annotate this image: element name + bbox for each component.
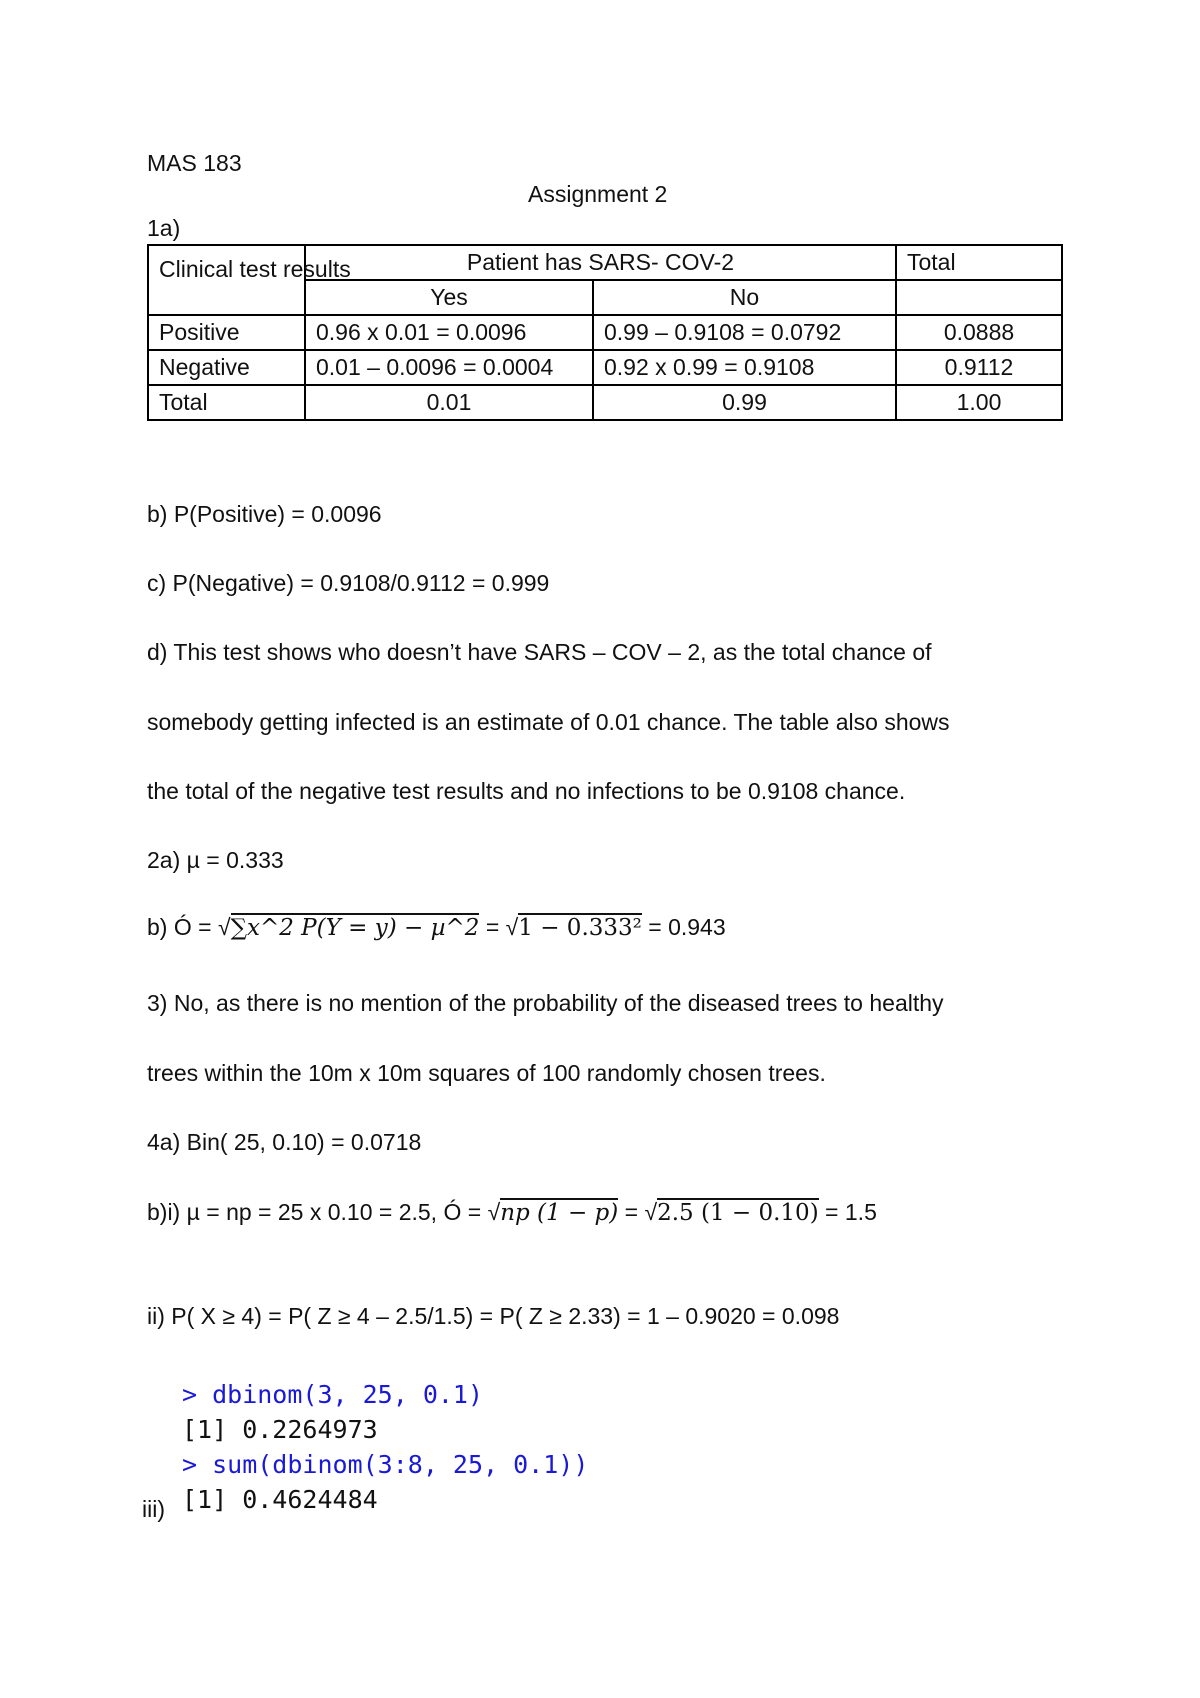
cell-total: 0.9112: [896, 350, 1062, 385]
row-label: Total: [148, 385, 305, 420]
radicand-np-formula: np (1 − p): [500, 1200, 619, 1226]
answer-4bi-equals: =: [618, 1199, 645, 1225]
cell-yes: 0.96 x 0.01 = 0.0096: [305, 315, 593, 350]
cell-no: 0.92 x 0.99 = 0.9108: [593, 350, 896, 385]
header-total: Total: [896, 245, 1062, 280]
course-code: MAS 183: [147, 150, 242, 176]
header-patient-has-sars-cov-2: Patient has SARS- COV-2: [305, 245, 896, 280]
radical-sign: √: [505, 914, 519, 940]
square-root-expression: [644, 1198, 818, 1225]
answer-2b-equals: =: [479, 914, 506, 940]
header-yes: Yes: [305, 280, 593, 315]
row-label: Negative: [148, 350, 305, 385]
square-root-expression: [488, 1198, 619, 1225]
table-row: [148, 350, 1062, 385]
header-no: No: [593, 280, 896, 315]
answer-4a: 4a) Bin( 25, 0.10) = 0.0718: [147, 1129, 422, 1155]
answer-4bii: ii) P( X ≥ 4) = P( Z ≥ 4 – 2.5/1.5) = P( Z ≥ 2.33) = 1 – 0.9020 = 0.098: [147, 1303, 840, 1329]
answer-2b: [147, 913, 726, 940]
r-console-command: > sum(dbinom(3:8, 25, 0.1)): [182, 1450, 589, 1479]
radical-sign: √: [217, 914, 231, 940]
answer-4bi-prefix: b)i) µ = np = 25 x 0.10 = 2.5, Ó =: [147, 1199, 488, 1225]
cell-no: 0.99: [593, 385, 896, 420]
answer-1c: c) P(Negative) = 0.9108/0.9112 = 0.999: [147, 570, 550, 596]
answer-1d-line-1: d) This test shows who doesn’t have SARS – COV – 2, as the total chance of: [147, 639, 932, 665]
probability-table: [147, 244, 1063, 421]
radicand-numeric: 2.5 (1 − 0.10): [657, 1200, 819, 1226]
answer-1d-line-2: somebody getting infected is an estimate of 0.01 chance. The table also shows: [147, 709, 950, 735]
r-console-output: [1] 0.4624484: [182, 1485, 378, 1514]
answer-1d-line-3: the total of the negative test results and no infections to be 0.9108 chance.: [147, 778, 906, 804]
answer-3-line-2: trees within the 10m x 10m squares of 100 randomly chosen trees.: [147, 1060, 826, 1086]
cell-total: 1.00: [896, 385, 1062, 420]
table-row: [148, 315, 1062, 350]
page-title: Assignment 2: [528, 181, 668, 207]
answer-2a: 2a) µ = 0.333: [147, 847, 284, 873]
answer-4bi-result: = 1.5: [818, 1199, 877, 1225]
r-console-command: > dbinom(3, 25, 0.1): [182, 1380, 484, 1409]
radicand-numeric: 1 − 0.333²: [518, 915, 642, 941]
r-console-output: [1] 0.2264973: [182, 1415, 378, 1444]
cell-no: 0.99 – 0.9108 = 0.0792: [593, 315, 896, 350]
header-empty-cell: [896, 280, 1062, 315]
question-1a-label: 1a): [147, 215, 181, 241]
answer-4bi: [147, 1198, 877, 1225]
row-label: Positive: [148, 315, 305, 350]
cell-total: 0.0888: [896, 315, 1062, 350]
answer-4biii-label: iii): [142, 1496, 165, 1522]
answer-2b-result: = 0.943: [641, 914, 726, 940]
radical-sign: √: [644, 1199, 658, 1225]
table-header-row: [148, 245, 1062, 280]
answer-3-line-1: 3) No, as there is no mention of the probability of the diseased trees to healthy: [147, 990, 944, 1016]
square-root-expression: [218, 913, 479, 940]
cell-yes: 0.01: [305, 385, 593, 420]
cell-yes: 0.01 – 0.0096 = 0.0004: [305, 350, 593, 385]
answer-2b-prefix: b) Ó =: [147, 914, 218, 940]
radicand-variance-formula: ∑x^2 P(Y = y) − µ^2: [230, 915, 480, 941]
radical-sign: √: [487, 1199, 501, 1225]
square-root-expression: [506, 913, 642, 940]
answer-1b: b) P(Positive) = 0.0096: [147, 501, 382, 527]
header-clinical-test-results: Clinical test results: [148, 245, 305, 315]
table-row: [148, 385, 1062, 420]
